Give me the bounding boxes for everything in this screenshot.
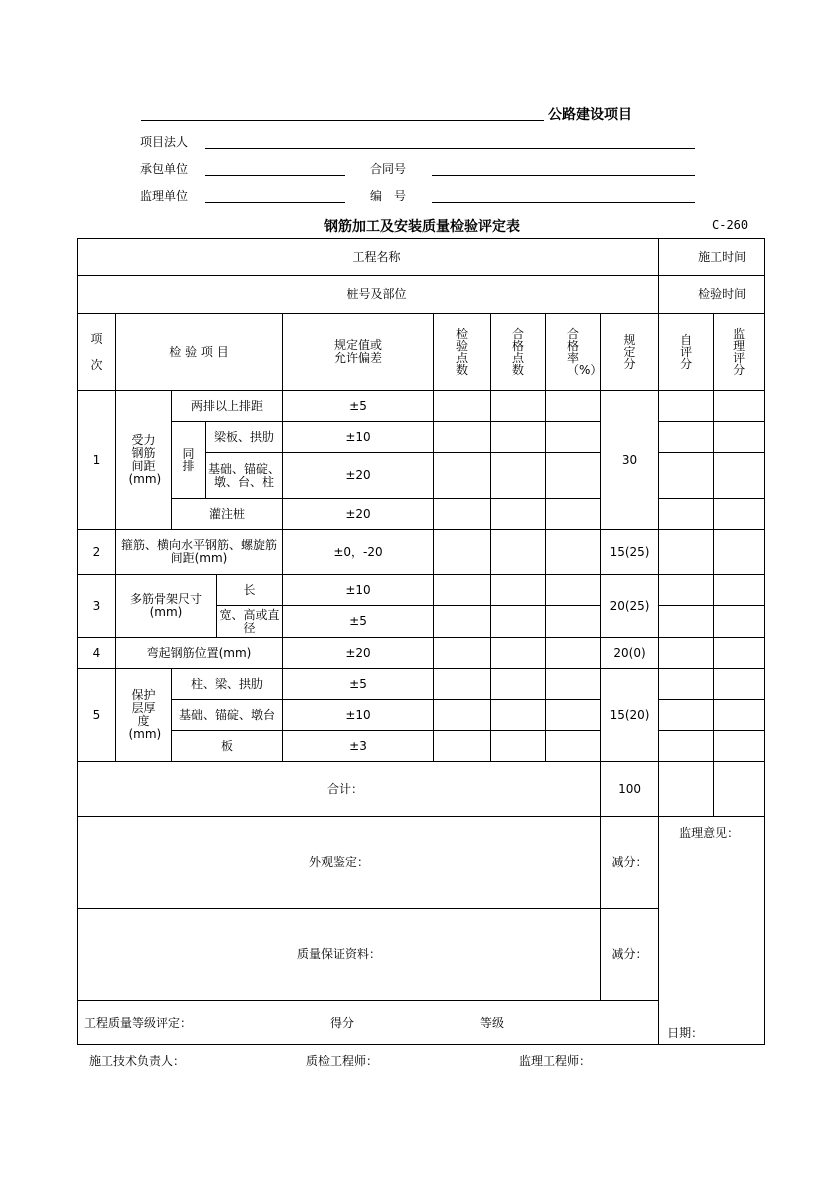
quality-docs-label: 质量保证资料：	[296, 947, 381, 961]
check-points-cell[interactable]	[434, 700, 491, 731]
supervisor-score-cell[interactable]	[714, 731, 765, 762]
score-label: 得分	[330, 1016, 355, 1030]
item-no: 1	[78, 391, 116, 530]
total-self-score-cell[interactable]	[659, 762, 714, 817]
item-sub-label: 梁板、拱肋	[206, 422, 283, 453]
header-tolerance: 规定值或允许偏差	[283, 314, 434, 391]
item-sub-label: 基础、锚碇、墩台	[172, 700, 283, 731]
contract-no-field[interactable]	[432, 175, 695, 176]
inspection-time-cell[interactable]	[659, 276, 765, 314]
item-label: 弯起钢筋位置(mm)	[116, 638, 283, 669]
deduct-label: 减分：	[611, 947, 648, 961]
item-group-label: 多筋骨架尺寸(mm)	[116, 575, 217, 638]
pass-rate-cell[interactable]	[546, 391, 601, 422]
self-score-cell[interactable]	[659, 422, 714, 453]
project-name-label: 工程名称	[352, 249, 401, 264]
item-no: 4	[78, 638, 116, 669]
self-score-cell[interactable]	[659, 606, 714, 638]
pass-rate-cell[interactable]	[546, 499, 601, 530]
pass-points-cell[interactable]	[491, 453, 546, 499]
supervisor-score-cell[interactable]	[714, 391, 765, 422]
project-name-underline[interactable]	[141, 120, 544, 121]
appearance-cell[interactable]	[78, 817, 601, 909]
self-score-cell[interactable]	[659, 731, 714, 762]
header-pass-points: 合格点数	[491, 314, 546, 391]
pass-points-cell[interactable]	[491, 731, 546, 762]
supervisor-opinion-label: 监理意见：	[679, 826, 740, 840]
date-label: 日期：	[667, 1026, 704, 1040]
check-points-cell[interactable]	[434, 530, 491, 575]
legal-person-field[interactable]	[205, 148, 695, 149]
pass-rate-cell[interactable]	[546, 606, 601, 638]
table-row	[78, 422, 765, 453]
item-sub-label: 板	[172, 731, 283, 762]
tolerance-value: ±10	[283, 700, 434, 731]
header-check-points: 检验点数	[434, 314, 491, 391]
form-code: C-260	[712, 218, 749, 232]
tolerance-value: ±0，-20	[283, 530, 434, 575]
pass-rate-cell[interactable]	[546, 669, 601, 700]
item-no: 2	[78, 530, 116, 575]
check-points-cell[interactable]	[434, 669, 491, 700]
contractor-label: 承包单位	[140, 162, 189, 176]
supervisor-score-cell[interactable]	[714, 499, 765, 530]
table-row	[78, 499, 765, 530]
self-score-cell[interactable]	[659, 453, 714, 499]
pass-points-cell[interactable]	[491, 391, 546, 422]
tolerance-value: ±5	[283, 606, 434, 638]
supervisor-score-cell[interactable]	[714, 422, 765, 453]
self-score-cell[interactable]	[659, 530, 714, 575]
header-pass-rate: 合格率（%）	[546, 314, 601, 391]
supervisor-score-cell[interactable]	[714, 638, 765, 669]
tolerance-value: ±5	[283, 669, 434, 700]
qc-engineer-label: 质检工程师：	[306, 1054, 379, 1068]
total-label: 合计：	[78, 762, 601, 817]
supervisor-field[interactable]	[205, 202, 345, 203]
check-points-cell[interactable]	[434, 638, 491, 669]
specified-score: 15(20)	[601, 669, 659, 762]
tolerance-value: ±20	[283, 638, 434, 669]
check-points-cell[interactable]	[434, 391, 491, 422]
project-suffix: 公路建设项目	[548, 107, 632, 123]
total-score: 100	[601, 762, 659, 817]
supervisor-score-cell[interactable]	[714, 530, 765, 575]
project-name-cell[interactable]	[78, 239, 659, 276]
table-row	[78, 575, 765, 606]
check-points-cell[interactable]	[434, 499, 491, 530]
check-points-cell[interactable]	[434, 575, 491, 606]
self-score-cell[interactable]	[659, 499, 714, 530]
item-sub-label: 柱、梁、拱肋	[172, 669, 283, 700]
pass-points-cell[interactable]	[491, 530, 546, 575]
serial-no-label: 编 号	[370, 189, 407, 203]
total-supervisor-score-cell[interactable]	[714, 762, 765, 817]
contractor-field[interactable]	[205, 175, 345, 176]
header-check-item: 检 验 项 目	[116, 314, 283, 391]
self-score-cell[interactable]	[659, 700, 714, 731]
inspection-table	[77, 238, 765, 1045]
item-group-label: 保护层厚度(mm)	[116, 669, 172, 762]
pass-rate-cell[interactable]	[546, 422, 601, 453]
item-sub-label: 基础、锚碇、墩、台、柱	[206, 453, 283, 499]
item-sub-group: 同排	[172, 422, 206, 499]
deduct-label: 减分：	[611, 855, 648, 869]
pass-rate-cell[interactable]	[546, 700, 601, 731]
header-specified-score: 规定分	[601, 314, 659, 391]
table-row	[78, 391, 765, 422]
tolerance-value: ±10	[283, 575, 434, 606]
supervisor-label: 监理单位	[140, 189, 189, 203]
table-row	[78, 638, 765, 669]
pass-rate-cell[interactable]	[546, 575, 601, 606]
pass-rate-cell[interactable]	[546, 453, 601, 499]
deduct-cell-2[interactable]	[601, 909, 659, 1001]
check-points-cell[interactable]	[434, 453, 491, 499]
tolerance-value: ±20	[283, 499, 434, 530]
specified-score: 30	[601, 391, 659, 530]
pass-points-cell[interactable]	[491, 499, 546, 530]
table-row	[78, 530, 765, 575]
pass-points-cell[interactable]	[491, 638, 546, 669]
quality-docs-cell[interactable]	[78, 909, 601, 1001]
contract-no-label: 合同号	[370, 162, 407, 176]
item-group-label: 受力钢筋间距(mm)	[116, 391, 172, 530]
check-points-cell[interactable]	[434, 606, 491, 638]
pass-points-cell[interactable]	[491, 669, 546, 700]
inspection-time-label: 检验时间	[698, 287, 747, 301]
pass-rate-cell[interactable]	[546, 638, 601, 669]
grade-eval-label: 工程质量等级评定：	[84, 1016, 193, 1030]
specified-score: 15(25)	[601, 530, 659, 575]
appearance-label: 外观鉴定：	[308, 855, 369, 869]
grade-eval-cell[interactable]	[78, 1001, 659, 1045]
table-row	[78, 731, 765, 762]
self-score-cell[interactable]	[659, 575, 714, 606]
grade-label: 等级	[480, 1016, 505, 1030]
item-label: 箍筋、横向水平钢筋、螺旋筋间距(mm)	[116, 530, 283, 575]
item-no: 3	[78, 575, 116, 638]
station-location-label: 桩号及部位	[346, 287, 407, 301]
supervisor-score-cell[interactable]	[714, 700, 765, 731]
item-sub-label: 宽、高或直径	[217, 606, 283, 638]
check-points-cell[interactable]	[434, 422, 491, 453]
supervisor-score-cell[interactable]	[714, 453, 765, 499]
specified-score: 20(0)	[601, 638, 659, 669]
header-item-no: 项次	[78, 314, 116, 391]
pass-rate-cell[interactable]	[546, 731, 601, 762]
item-sub-label: 长	[217, 575, 283, 606]
pass-points-cell[interactable]	[491, 700, 546, 731]
tolerance-value: ±3	[283, 731, 434, 762]
supervising-engineer-label: 监理工程师：	[519, 1054, 592, 1068]
tolerance-value: ±20	[283, 453, 434, 499]
total-row	[78, 762, 765, 817]
serial-no-field[interactable]	[432, 202, 695, 203]
specified-score: 20(25)	[601, 575, 659, 638]
legal-person-label: 项目法人	[140, 135, 189, 149]
construction-time-label: 施工时间	[698, 249, 747, 264]
check-points-cell[interactable]	[434, 731, 491, 762]
table-row	[78, 669, 765, 700]
tolerance-value: ±10	[283, 422, 434, 453]
form-title: 钢筋加工及安装质量检验评定表	[324, 219, 520, 235]
supervisor-opinion-cell[interactable]	[659, 817, 765, 1045]
header-supervisor-score: 监理评分	[714, 314, 765, 391]
item-sub-label: 灌注桩	[172, 499, 283, 530]
self-score-cell[interactable]	[659, 638, 714, 669]
header-self-score: 自评分	[659, 314, 714, 391]
self-score-cell[interactable]	[659, 669, 714, 700]
table-row	[78, 700, 765, 731]
deduct-cell-1[interactable]	[601, 817, 659, 909]
item-sub-label: 两排以上排距	[172, 391, 283, 422]
tech-lead-label: 施工技术负责人：	[89, 1054, 186, 1068]
supervisor-score-cell[interactable]	[714, 575, 765, 606]
supervisor-score-cell[interactable]	[714, 606, 765, 638]
item-no: 5	[78, 669, 116, 762]
tolerance-value: ±5	[283, 391, 434, 422]
pass-points-cell[interactable]	[491, 575, 546, 606]
supervisor-score-cell[interactable]	[714, 669, 765, 700]
pass-rate-cell[interactable]	[546, 530, 601, 575]
pass-points-cell[interactable]	[491, 422, 546, 453]
pass-points-cell[interactable]	[491, 606, 546, 638]
construction-time-cell[interactable]	[659, 239, 765, 276]
self-score-cell[interactable]	[659, 391, 714, 422]
station-location-cell[interactable]	[78, 276, 659, 314]
